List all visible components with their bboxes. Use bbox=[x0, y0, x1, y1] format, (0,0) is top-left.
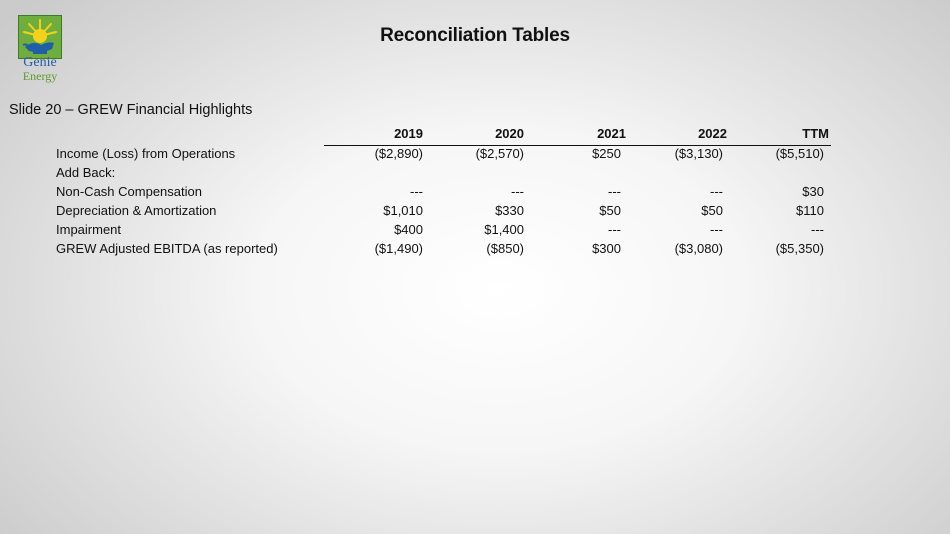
table-cell-2022: $50 bbox=[701, 203, 723, 218]
column-header-ttm: TTM bbox=[802, 126, 829, 141]
table-cell-2020: ($850) bbox=[486, 241, 524, 256]
column-header-2019: 2019 bbox=[394, 126, 423, 141]
table-cell-2019: $400 bbox=[394, 222, 423, 237]
table-row bbox=[0, 241, 950, 260]
table-cell-ttm: ($5,510) bbox=[775, 146, 824, 161]
table-row bbox=[0, 184, 950, 203]
row-label: Impairment bbox=[56, 222, 122, 237]
row-label: Income (Loss) from Operations bbox=[56, 146, 236, 161]
table-cell-ttm: ($5,350) bbox=[775, 241, 824, 256]
logo-text-genie: Genie bbox=[23, 55, 57, 70]
row-label: Add Back: bbox=[56, 165, 116, 180]
slide-reference: Slide 20 – GREW Financial Highlights bbox=[9, 102, 253, 118]
table-header-row bbox=[0, 126, 950, 145]
column-header-2021: 2021 bbox=[597, 126, 626, 141]
table-cell-2021: --- bbox=[608, 222, 621, 237]
table-row bbox=[0, 203, 950, 222]
row-label: Non-Cash Compensation bbox=[56, 184, 202, 199]
table-cell-2021: --- bbox=[608, 184, 621, 199]
table-cell-2022: ($3,080) bbox=[674, 241, 723, 256]
table-row bbox=[0, 222, 950, 241]
table-cell-ttm: --- bbox=[811, 222, 824, 237]
table-cell-ttm: $110 bbox=[796, 203, 824, 218]
column-header-2020: 2020 bbox=[495, 126, 524, 141]
table-cell-2022: --- bbox=[710, 222, 723, 237]
table-cell-2022: --- bbox=[710, 184, 723, 199]
table-row bbox=[0, 165, 950, 184]
table-cell-2019: --- bbox=[410, 184, 423, 199]
row-label: GREW Adjusted EBITDA (as reported) bbox=[56, 241, 278, 256]
table-cell-2022: ($3,130) bbox=[674, 146, 723, 161]
header-rule bbox=[324, 145, 831, 146]
table-cell-2020: --- bbox=[511, 184, 524, 199]
table-cell-2020: ($2,570) bbox=[475, 146, 524, 161]
table-cell-2021: $250 bbox=[592, 146, 621, 161]
table-cell-ttm: $30 bbox=[802, 184, 824, 199]
table-cell-2021: $50 bbox=[599, 203, 621, 218]
table-cell-2019: ($1,490) bbox=[374, 241, 423, 256]
column-header-2022: 2022 bbox=[698, 126, 727, 141]
table-cell-2019: $1,010 bbox=[383, 203, 423, 218]
row-label: Depreciation & Amortization bbox=[56, 203, 217, 218]
logo-text-energy: Energy bbox=[22, 69, 58, 83]
table-cell-2020: $1,400 bbox=[484, 222, 524, 237]
table-cell-2021: $300 bbox=[592, 241, 621, 256]
table-row bbox=[0, 146, 950, 165]
table-cell-2019: ($2,890) bbox=[374, 146, 423, 161]
page-title: Reconciliation Tables bbox=[380, 25, 570, 46]
table-cell-2020: $330 bbox=[495, 203, 524, 218]
